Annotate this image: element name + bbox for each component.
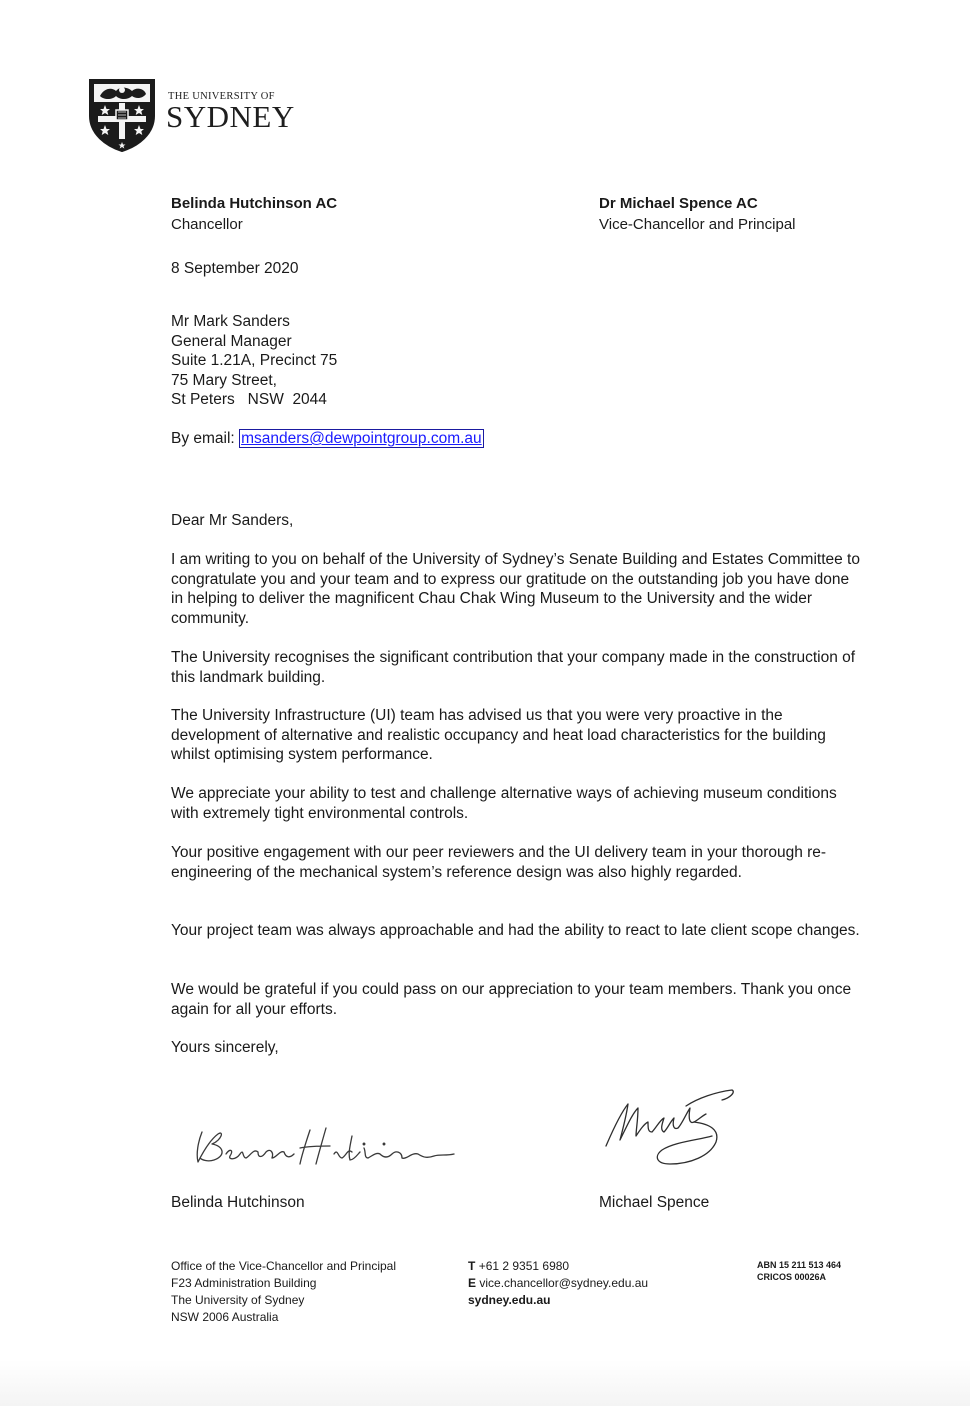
footer-phone: [468, 1258, 648, 1275]
footer-registration: [757, 1259, 841, 1283]
chancellor-signature: [188, 1118, 468, 1178]
footer-address: [171, 1258, 396, 1326]
closing: Yours sincerely,: [171, 1039, 279, 1056]
body-paragraph: Your positive engagement with our peer reviewers and the UI delivery team in your thorough re-engineering of the mechanical system’s reference design was also highly regarded.: [171, 844, 827, 881]
crest-icon: [86, 76, 158, 152]
email-label: E: [468, 1276, 477, 1290]
email-line: [171, 429, 484, 449]
phone-label: T: [468, 1259, 476, 1273]
chancellor-title: Chancellor: [171, 216, 243, 233]
vice-chancellor-printed-name: Michael Spence: [599, 1194, 710, 1211]
body-paragraph: We would be grateful if you could pass on our appreciation to your team members. Thank you once again for all your efforts.: [171, 981, 852, 1018]
address-line: St Peters NSW 2044: [171, 391, 327, 408]
recipient-address: [171, 312, 337, 410]
page-bottom-shadow: [0, 1360, 970, 1406]
footer-email-address[interactable]: vice.chancellor@sydney.edu.au: [479, 1276, 649, 1290]
footer-website[interactable]: sydney.edu.au: [468, 1293, 551, 1307]
address-line: 75 Mary Street,: [171, 371, 277, 389]
vice-chancellor-header: [599, 193, 796, 235]
recipient-email-link[interactable]: msanders@dewpointgroup.com.au: [241, 430, 482, 447]
body-paragraph: I am writing to you on behalf of the University of Sydney’s Senate Building and Estates Committee to congratulate you and your team and to express our gratitude on the outstanding job you have done in helping to deliver the magnificent Chau Chak Wing Museum to the University and the wider community.: [171, 551, 860, 627]
address-line: Suite 1.21A, Precinct 75: [171, 352, 338, 369]
abn-number: ABN 15 211 513 464: [757, 1260, 842, 1270]
chancellor-header: [171, 193, 337, 235]
chancellor-name: Belinda Hutchinson AC: [171, 195, 338, 212]
university-logo: [86, 76, 316, 156]
chancellor-printed-name: Belinda Hutchinson: [171, 1194, 305, 1211]
vice-chancellor-name: Dr Michael Spence AC: [599, 195, 758, 212]
email-prefix: By email:: [171, 430, 240, 447]
logo-tagline: THE UNIVERSITY OF: [168, 91, 275, 102]
vice-chancellor-signature: [598, 1078, 748, 1173]
body-paragraph: Your project team was always approachable and had the ability to react to late client scope changes.: [171, 922, 860, 939]
footer-address-line: The University of Sydney: [171, 1293, 305, 1307]
letter-date: 8 September 2020: [171, 260, 299, 277]
footer-contact: [468, 1258, 648, 1309]
footer-address-line: F23 Administration Building: [171, 1276, 317, 1290]
address-line: General Manager: [171, 332, 292, 350]
address-line: Mr Mark Sanders: [171, 313, 290, 330]
footer-address-line: Office of the Vice-Chancellor and Principal: [171, 1259, 397, 1273]
logo-wordmark: SYDNEY: [166, 99, 295, 134]
salutation: Dear Mr Sanders,: [171, 512, 294, 529]
body-paragraph: The University Infrastructure (UI) team has advised us that you were very proactive in the development of alternative and realistic occupancy and heat load characteristics for the building whilst optimising system performance.: [171, 707, 826, 763]
footer-email: [468, 1275, 648, 1292]
vice-chancellor-title: Vice-Chancellor and Principal: [599, 216, 796, 233]
footer-address-line: NSW 2006 Australia: [171, 1310, 279, 1324]
cricos-code: CRICOS 00026A: [757, 1272, 827, 1282]
phone-number[interactable]: +61 2 9351 6980: [478, 1259, 570, 1273]
body-paragraph: We appreciate your ability to test and challenge alternative ways of achieving museum conditions with extremely tight environmental controls.: [171, 785, 837, 822]
body-paragraph: The University recognises the significant contribution that your company made in the construction of this landmark building.: [171, 649, 856, 686]
